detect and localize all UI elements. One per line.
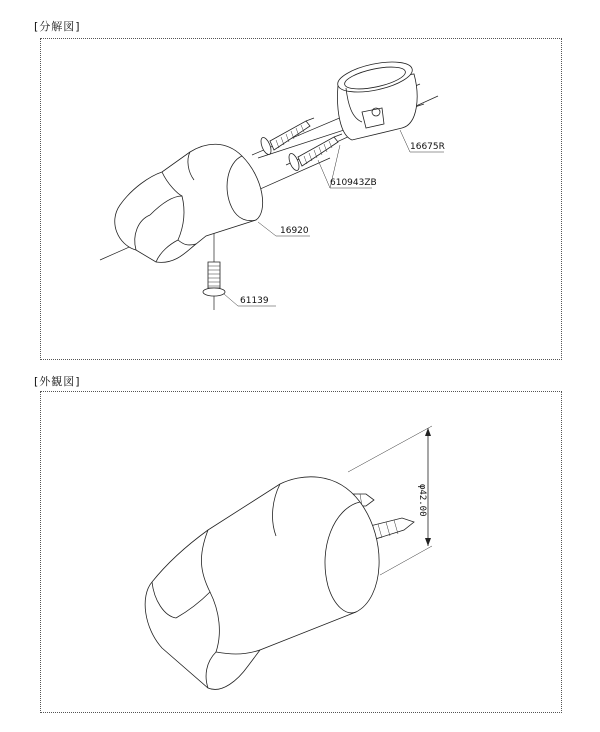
part-label-610943ZB: 610943ZB [330, 178, 377, 188]
part-label-16920: 16920 [280, 226, 309, 236]
holder-assembled [145, 477, 379, 690]
diameter-dimension: φ42.00 [417, 484, 427, 517]
part-label-61139: 61139 [240, 296, 269, 306]
exploded-view-title: [分解図] [34, 20, 81, 33]
part-label-16675R: 16675R [410, 142, 445, 152]
external-view-title: [外観図] [34, 375, 81, 388]
